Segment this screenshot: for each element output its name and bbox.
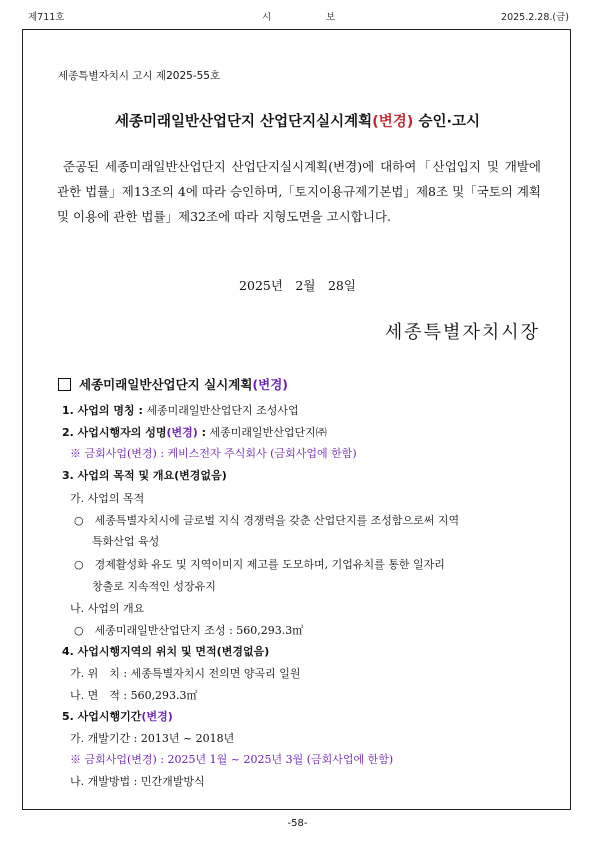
item-2-label: 2. 사업시행자의 성명 <box>62 426 167 439</box>
section-title-text: 세종미래일반산업단지 실시계획 <box>79 377 253 392</box>
checkbox-icon <box>58 378 71 391</box>
item-5-note: ※ 금회사업(변경) : 2025년 1월 ~ 2025년 3월 (금회사업에 한함) <box>70 753 394 766</box>
notice-date: 2025년 2월 28일 <box>239 278 356 293</box>
item-3-a: 가. 사업의 목적 <box>70 492 145 505</box>
item-3-a1-line2: 특화산업 육성 <box>92 535 160 548</box>
header-issue-number: 제711호 <box>28 12 65 23</box>
item-3-label: 3. 사업의 목적 및 개요(변경없음) <box>62 469 227 482</box>
title-change-tag: (변경) <box>372 114 414 130</box>
item-2-value: 세종미래일반산업단지㈜ <box>206 426 327 439</box>
item-3-a2-line2: 창출로 지속적인 성장유지 <box>92 580 216 593</box>
item-3-b: 나. 사업의 개요 <box>70 602 145 615</box>
notice-body <box>57 154 541 229</box>
issuer-name: 세종특별자치시장 <box>384 322 540 343</box>
item-1 <box>62 402 299 418</box>
section-title-tag: (변경) <box>252 377 288 392</box>
item-4-b: 나. 면 적 : 560,293.3㎡ <box>70 689 198 702</box>
item-2 <box>62 424 327 440</box>
item-5-label: 5. 사업시행기간 <box>62 710 142 723</box>
item-5-a: 가. 개발기간 : 2013년 ~ 2018년 <box>70 732 235 745</box>
item-3-a1-line1: ○ 세종특별자치시에 글로벌 지식 경쟁력을 갖춘 산업단지를 조성함으로써 지역 <box>74 514 460 527</box>
header-title-char-1: 시 <box>262 12 272 23</box>
header-title-char-2: 보 <box>326 12 336 23</box>
title-tail: 승인·고시 <box>413 114 481 130</box>
notice-number: 세종특별자치시 고시 제2025-55호 <box>58 70 221 82</box>
item-2-tag: (변경) <box>166 426 198 439</box>
page-number: -58- <box>287 818 308 829</box>
item-2-colon: : <box>197 426 207 439</box>
section-title <box>58 375 288 393</box>
item-4-label: 4. 사업시행지역의 위치 및 면적(변경없음) <box>62 645 270 658</box>
item-1-label: 1. 사업의 명칭 : <box>62 404 143 417</box>
item-3-b1: ○ 세종미래일반산업단지 조성 : 560,293.3㎡ <box>74 624 304 637</box>
item-3-a2-line1: ○ 경제활성화 유도 및 지역이미지 제고를 도모하며, 기업유치를 통한 일자리 <box>74 558 445 571</box>
page-title <box>0 110 595 131</box>
title-main: 세종미래일반산업단지 산업단지실시계획 <box>114 114 373 130</box>
item-5-tag: (변경) <box>141 710 173 723</box>
header-date: 2025.2.28.(금) <box>501 12 569 23</box>
item-2-note: ※ 금회사업(변경) : 케비스전자 주식회사 (금회사업에 한함) <box>70 447 357 460</box>
item-5-b: 나. 개발방법 : 민간개발방식 <box>70 775 205 788</box>
notice-body-text: 준공된 세종미래일반산업단지 산업단지실시계획(변경)에 대하여「산업입지 및 개발에 관한 법률」제13조의 4에 따라 승인하며,「토지이용규제기본법」제8조 및「국토의 계획 및 이용에 관한 법률」제32조에 따라 지형도면을 고시합니다. <box>57 159 541 224</box>
item-5 <box>62 708 173 724</box>
item-1-value: 세종미래일반산업단지 조성사업 <box>142 404 299 417</box>
item-4-a: 가. 위 치 : 세종특별자치시 전의면 양곡리 일원 <box>70 667 301 680</box>
